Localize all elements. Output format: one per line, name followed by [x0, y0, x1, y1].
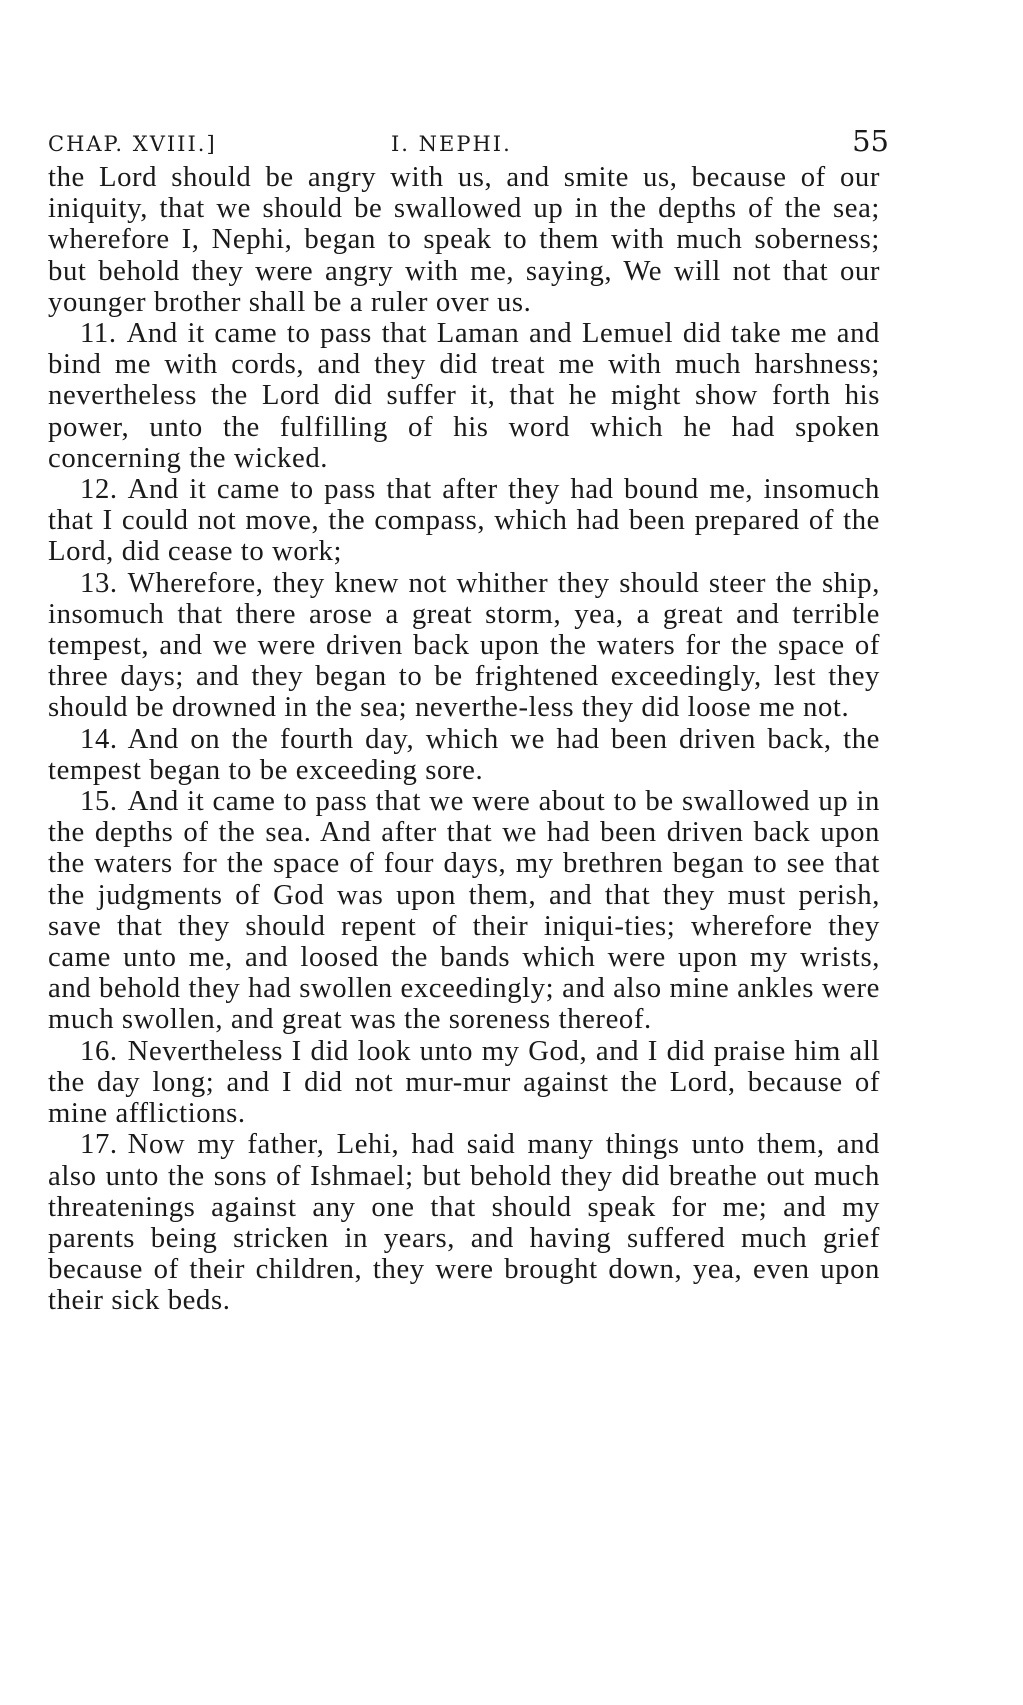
book-title: I. NEPHI.: [391, 132, 512, 156]
verse-15: [48, 786, 880, 1036]
verse-number: 12.: [80, 473, 118, 506]
verse-number: 14.: [80, 722, 118, 755]
continuation-paragraph: the Lord should be angry with us, and smite us, because of our iniquity, that we should be swallowed up in the depths of the sea; wherefore I, Nephi, began to speak to them with much soberness; but behold they were angry with me, saying, We will not that our younger brother shall be a ruler over us.: [48, 161, 880, 318]
body-text: [48, 162, 880, 1317]
verse-17: [48, 1129, 880, 1316]
verse-13: [48, 568, 880, 724]
verse-text: Wherefore, they knew not whither they should steer the ship, insomuch that there arose a great storm, yea, a great and terrible tempest, and we were driven back upon the waters for the space of three days; and they began to be frightened exceedingly, lest they should be drowned in the sea; neverthe-less they did loose me not.: [48, 566, 880, 724]
verse-text: And it came to pass that after they had bound me, insomuch that I could not move, the compass, which had been prepared of the Lord, did cease to work;: [48, 473, 880, 568]
verse-number: 15.: [80, 785, 118, 818]
chapter-heading: CHAP. XVIII.]: [48, 132, 217, 156]
verse-12: [48, 474, 880, 568]
verse-text: Now my father, Lehi, had said many things unto them, and also unto the sons of Ishmael; but behold they did breathe out much threatenings against any one that should speak for me; and my parents being stricken in years, and having suffered much grief because of their children, they were brought down, yea, even upon their sick beds.: [48, 1128, 880, 1317]
verse-14: [48, 724, 880, 786]
verse-11: [48, 318, 880, 474]
verse-text: And on the fourth day, which we had been driven back, the tempest began to be exceeding sore.: [48, 722, 880, 786]
verse-text: Nevertheless I did look unto my God, and I did praise him all the day long; and I did not mur-mur against the Lord, because of mine afflictions.: [48, 1034, 880, 1130]
verse-number: 13.: [80, 566, 118, 599]
verse-number: 16.: [80, 1034, 118, 1067]
verse-number: 17.: [80, 1128, 118, 1161]
verse-text: And it came to pass that Laman and Lemuel did take me and bind me with cords, and they did treat me with much harshness; nevertheless the Lord did suffer it, that he might show forth his power, unto the fulfilling of his word which he had spoken concerning the wicked.: [48, 317, 880, 474]
verse-text: And it came to pass that we were about to be swallowed up in the depths of the sea. And after that we had been driven back upon the waters for the space of four days, my brethren began to see that the judgments of God was upon them, and that they must perish, save that they should repent of their iniqui-ties; wherefore they came unto me, and loosed the bands which were upon my wrists, and behold they had swollen exceedingly; and also mine ankles were much swollen, and great was the soreness thereof.: [48, 785, 880, 1036]
page-number: 55: [852, 124, 889, 158]
running-header: [48, 118, 889, 158]
verse-16: [48, 1036, 880, 1130]
book-page: [48, 118, 889, 1317]
verse-number: 11.: [80, 317, 117, 350]
